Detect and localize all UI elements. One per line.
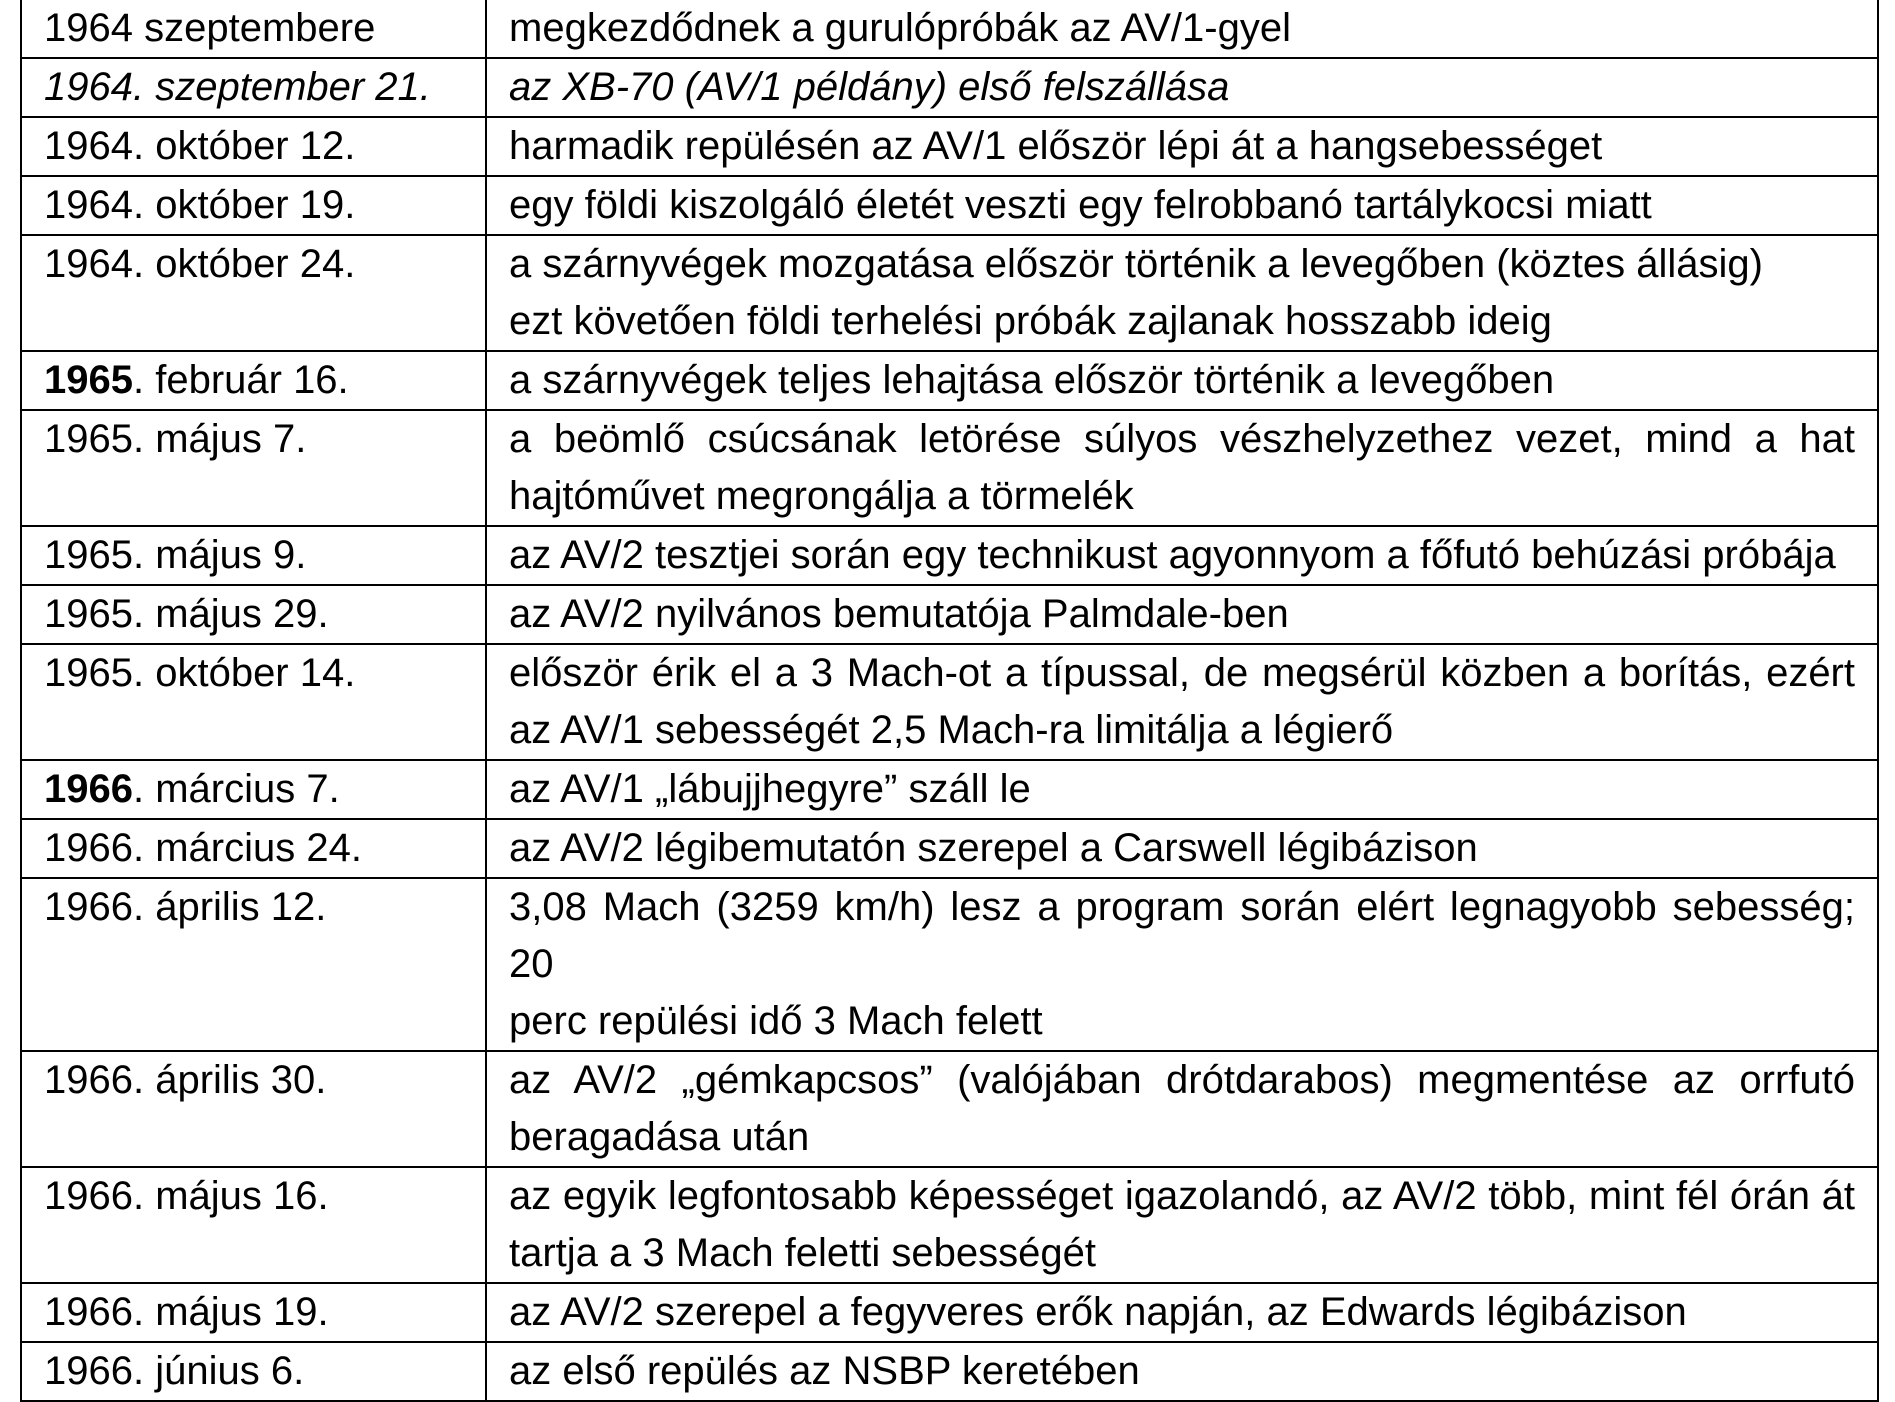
event-cell: az AV/1 „lábujjhegyre” száll le [486, 760, 1878, 819]
event-cell [486, 878, 1878, 1051]
event-cell [486, 1051, 1878, 1167]
date-cell: 1966. március 24. [21, 819, 486, 878]
event-cell: az AV/2 nyilvános bemutatója Palmdale-ben [486, 585, 1878, 644]
date-cell: 1966. április 12. [21, 878, 486, 1051]
table-row [21, 1283, 1878, 1342]
table-row [21, 1051, 1878, 1167]
date-cell: 1966. április 30. [21, 1051, 486, 1167]
table-row [21, 235, 1878, 351]
event-line: a szárnyvégek mozgatása először történik a levegőben (köztes állásig) [509, 242, 1763, 286]
date-cell: 1964. október 19. [21, 176, 486, 235]
date-cell: 1964 szeptembere [21, 0, 486, 58]
event-line: a beömlő csúcsának letörése súlyos vészhelyzethez vezet, mind a hat [509, 417, 1855, 461]
date-cell: 1966. június 6. [21, 1342, 486, 1401]
table-row [21, 410, 1878, 526]
event-cell [486, 1167, 1878, 1283]
date-cell [21, 760, 486, 819]
event-cell [486, 644, 1878, 760]
event-cell: az AV/2 tesztjei során egy technikust agyonnyom a főfutó behúzási próbája [486, 526, 1878, 585]
event-cell: harmadik repülésén az AV/1 először lépi át a hangsebességet [486, 117, 1878, 176]
table-row [21, 176, 1878, 235]
event-line: az egyik legfontosabb képességet igazolandó, az AV/2 több, mint fél órán át [509, 1174, 1855, 1218]
event-cell: az XB-70 (AV/1 példány) első felszállása [486, 58, 1878, 117]
date-cell: 1965. május 9. [21, 526, 486, 585]
date-cell: 1966. május 19. [21, 1283, 486, 1342]
date-cell: 1965. május 7. [21, 410, 486, 526]
event-cell: az AV/2 szerepel a fegyveres erők napján, az Edwards légibázison [486, 1283, 1878, 1342]
date-cell: 1965. október 14. [21, 644, 486, 760]
table-row [21, 760, 1878, 819]
event-cell: megkezdődnek a gurulópróbák az AV/1-gyel [486, 0, 1878, 58]
event-line: 3,08 Mach (3259 km/h) lesz a program során elért legnagyobb sebesség; 20 [509, 885, 1855, 986]
date-rest: . február 16. [132, 358, 349, 402]
table-row [21, 1167, 1878, 1283]
event-cell [486, 235, 1878, 351]
date-rest: . március 7. [132, 767, 340, 811]
event-line: először érik el a 3 Mach-ot a típussal, de megsérül közben a borítás, ezért [509, 651, 1855, 695]
table-row [21, 644, 1878, 760]
event-line: beragadása után [509, 1115, 810, 1159]
table-row [21, 1342, 1878, 1401]
date-cell: 1966. május 16. [21, 1167, 486, 1283]
event-cell: egy földi kiszolgáló életét veszti egy felrobbanó tartálykocsi miatt [486, 176, 1878, 235]
event-cell [486, 410, 1878, 526]
timeline-table [20, 0, 1879, 1402]
event-line: perc repülési idő 3 Mach felett [509, 999, 1043, 1043]
event-cell: az első repülés az NSBP keretében [486, 1342, 1878, 1401]
table-row [21, 351, 1878, 410]
table-row [21, 526, 1878, 585]
event-line: az AV/2 „gémkapcsos” (valójában drótdarabos) megmentése az orrfutó [509, 1058, 1855, 1102]
table-row [21, 0, 1878, 58]
event-cell: a szárnyvégek teljes lehajtása először történik a levegőben [486, 351, 1878, 410]
date-cell: 1964. szeptember 21. [21, 58, 486, 117]
event-cell: az AV/2 légibemutatón szerepel a Carswell légibázison [486, 819, 1878, 878]
table-row [21, 117, 1878, 176]
table-row [21, 58, 1878, 117]
date-year: 1965 [44, 358, 133, 402]
date-cell: 1964. október 12. [21, 117, 486, 176]
date-cell: 1964. október 24. [21, 235, 486, 351]
table-row [21, 585, 1878, 644]
date-cell [21, 351, 486, 410]
date-cell: 1965. május 29. [21, 585, 486, 644]
date-year: 1966 [44, 767, 133, 811]
table-row [21, 878, 1878, 1051]
event-line: tartja a 3 Mach feletti sebességét [509, 1231, 1096, 1275]
event-line: ezt követően földi terhelési próbák zajlanak hosszabb ideig [509, 299, 1552, 343]
event-line: az AV/1 sebességét 2,5 Mach-ra limitálja a légierő [509, 708, 1394, 752]
table-row [21, 819, 1878, 878]
event-line: hajtóművet megrongálja a törmelék [509, 474, 1134, 518]
